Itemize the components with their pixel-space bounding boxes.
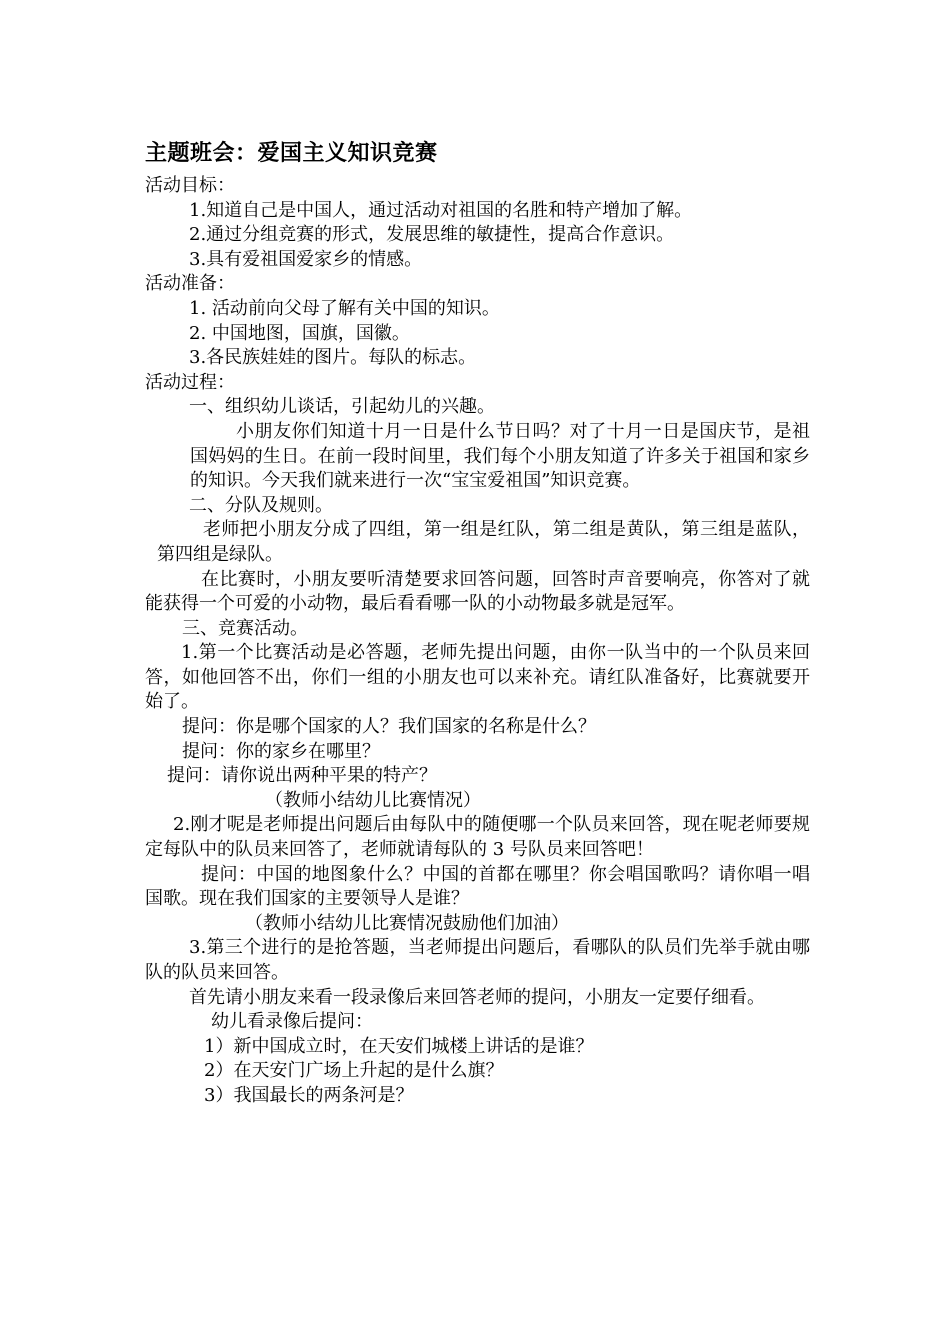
round-3-question-heading: 幼儿看录像后提问： — [211, 1011, 373, 1033]
round-3-description: 3.第三个进行的是抢答题，当老师提出问题后，看哪队的队员们先举手就由哪队的队员来回答。 — [145, 937, 810, 983]
round-2-summary: （教师小结幼儿比赛情况鼓励他们加油） — [245, 912, 569, 934]
goal-item-3: 3.具有爱祖国爱家乡的情感。 — [189, 248, 423, 270]
section-heading-goals: 活动目标： — [145, 175, 235, 196]
round-2-description: 2.刚才呢是老师提出问题后由每队中的随便哪一个队员来回答，现在呢老师要规定每队中的队员来回答了，老师就请每队的 3 号队员来回答吧！ — [145, 814, 810, 861]
round-3-question-3: 3）我国最长的两条河是？ — [204, 1084, 414, 1106]
preparation-item-2: 2. 中国地图，国旗，国徽。 — [189, 322, 410, 344]
preparation-item-3: 3.各民族娃娃的图片。每队的标志。 — [189, 347, 477, 369]
round-1-description: 1.第一个比赛活动是必答题，老师先提出问题，由你一队当中的一个队员来回答，如他回答不出，你们一组的小朋友也可以来补充。请红队准备好，比赛就要开始了。 — [145, 642, 810, 713]
process-step-2-rules: 在比赛时，小朋友要听清楚要求回答问题，回答时声音要响亮，你答对了就能获得一个可爱的小动物，最后看看哪一队的小动物最多就是冠军。 — [145, 568, 810, 615]
process-step-1-heading: 一、组织幼儿谈话，引起幼儿的兴趣。 — [189, 396, 495, 418]
round-2-questions: 提问：中国的地图象什么？中国的首都在哪里？你会唱国歌吗？请你唱一唱国歌。现在我们国家的主要领导人是谁？ — [145, 863, 810, 910]
document-body — [145, 174, 810, 1109]
preparation-item-1: 1. 活动前向父母了解有关中国的知识。 — [189, 297, 500, 319]
process-step-1-paragraph: 小朋友你们知道十月一日是什么节日吗？对了十月一日是国庆节，是祖国妈妈的生日。在前一段时间里，我们每个小朋友知道了许多关于祖国和家乡的知识。今天我们就来进行一次“宝宝爱祖国”知识竞赛。 — [190, 420, 810, 492]
round-1-question-3: 提问：请你说出两种平果的特产？ — [167, 765, 437, 787]
document-title: 主题班会：爱国主义知识竞赛 — [145, 140, 438, 166]
round-3-question-2: 2）在天安门广场上升起的是什么旗？ — [204, 1060, 504, 1082]
round-3-question-1: 1）新中国成立时，在天安们城楼上讲话的是谁？ — [204, 1035, 594, 1057]
process-step-2-heading: 二、分队及规则。 — [189, 494, 333, 516]
process-step-3-heading: 三、竞赛活动。 — [182, 617, 308, 639]
round-3-video-instruction: 首先请小朋友来看一段录像后来回答老师的提问，小朋友一定要仔细看。 — [189, 986, 765, 1008]
section-heading-preparation: 活动准备： — [145, 273, 235, 295]
goal-item-2: 2.通过分组竞赛的形式，发展思维的敏捷性，提高合作意识。 — [189, 224, 675, 246]
process-step-2-teams: 老师把小朋友分成了四组，第一组是红队，第二组是黄队，第三组是蓝队，第四组是绿队。 — [157, 519, 810, 565]
section-heading-process: 活动过程： — [145, 371, 235, 393]
round-1-summary: （教师小结幼儿比赛情况） — [265, 789, 481, 811]
round-1-question-2: 提问：你的家乡在哪里？ — [182, 740, 380, 762]
goal-item-1: 1.知道自己是中国人，通过活动对祖国的名胜和特产增加了解。 — [189, 199, 693, 221]
round-1-question-1: 提问：你是哪个国家的人？我们国家的名称是什么？ — [182, 716, 596, 738]
